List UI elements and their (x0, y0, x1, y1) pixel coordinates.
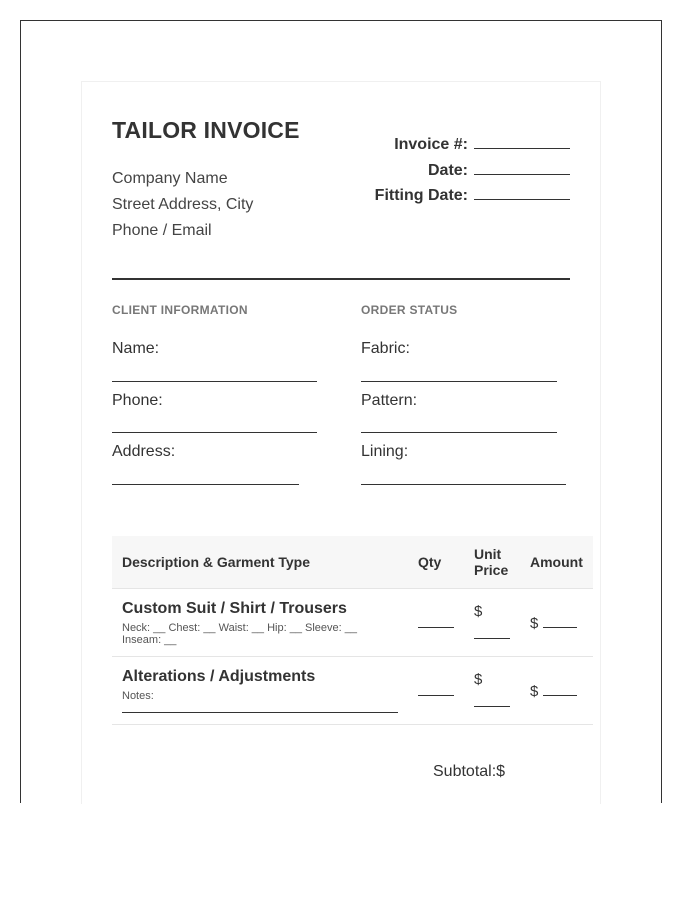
amount-prefix: $ (530, 683, 539, 700)
invoice-title: TAILOR INVOICE (112, 117, 300, 143)
invoice-number-label: Invoice #: (394, 136, 468, 153)
client-name-label: Name: (112, 340, 160, 357)
lining-label: Lining: (361, 443, 409, 460)
date-label: Date: (427, 162, 468, 179)
row-unit-price-cell (464, 657, 520, 725)
phone-email: Phone / Email (112, 222, 212, 239)
measurements-text: Neck: __ Chest: __ Waist: __ Hip: __ Sleeve: __ Inseam: __ (122, 621, 357, 646)
amount-field[interactable] (543, 681, 577, 696)
row-qty-cell (408, 589, 464, 657)
client-phone-field[interactable] (112, 432, 317, 433)
table-row (112, 589, 593, 657)
company-name: Company Name (112, 170, 228, 187)
col-unit-price-header: Unit Price (464, 536, 520, 589)
qty-field[interactable] (418, 681, 454, 696)
date-row (428, 158, 570, 180)
amount-prefix: $ (530, 615, 539, 632)
table-header-row (112, 536, 593, 589)
row-amount-cell (520, 657, 593, 725)
unit-price-field[interactable] (474, 624, 510, 639)
client-name-field[interactable] (112, 381, 317, 382)
col-amount-header: Amount (520, 536, 593, 589)
row-description-cell (112, 657, 408, 725)
currency-symbol: $ (474, 602, 483, 620)
pattern-label: Pattern: (361, 392, 418, 409)
notes-field[interactable] (122, 712, 398, 713)
col-qty-header: Qty (408, 536, 464, 589)
item-title: Custom Suit / Shirt / Trousers (122, 599, 347, 617)
row-description-cell (112, 589, 408, 657)
fabric-field[interactable] (361, 381, 557, 382)
unit-price-field[interactable] (474, 692, 510, 707)
line-items-table (112, 536, 593, 725)
amount-field[interactable] (543, 613, 577, 628)
lining-field[interactable] (361, 484, 566, 485)
order-status-heading: ORDER STATUS (361, 303, 458, 317)
col-description-header: Description & Garment Type (112, 536, 408, 589)
fitting-date-field[interactable] (474, 183, 570, 200)
header-divider (112, 278, 570, 280)
invoice-number-row (394, 132, 570, 154)
street-address: Street Address, City (112, 196, 254, 213)
qty-field[interactable] (418, 613, 454, 628)
row-qty-cell (408, 657, 464, 725)
currency-symbol: $ (474, 670, 483, 688)
fitting-date-row (375, 183, 570, 205)
client-info-heading: CLIENT INFORMATION (112, 303, 248, 317)
pattern-field[interactable] (361, 432, 557, 433)
date-field[interactable] (474, 158, 570, 175)
notes-label: Notes: (122, 690, 154, 702)
row-unit-price-cell (464, 589, 520, 657)
client-phone-label: Phone: (112, 392, 163, 409)
table-row (112, 657, 593, 725)
invoice-number-field[interactable] (474, 132, 570, 149)
item-title: Alterations / Adjustments (122, 668, 316, 685)
client-address-field[interactable] (112, 484, 299, 485)
subtotal-label: Subtotal:$ (433, 763, 506, 780)
fabric-label: Fabric: (361, 340, 410, 357)
client-address-label: Address: (112, 443, 176, 460)
row-amount-cell (520, 589, 593, 657)
fitting-date-label: Fitting Date: (374, 187, 468, 204)
